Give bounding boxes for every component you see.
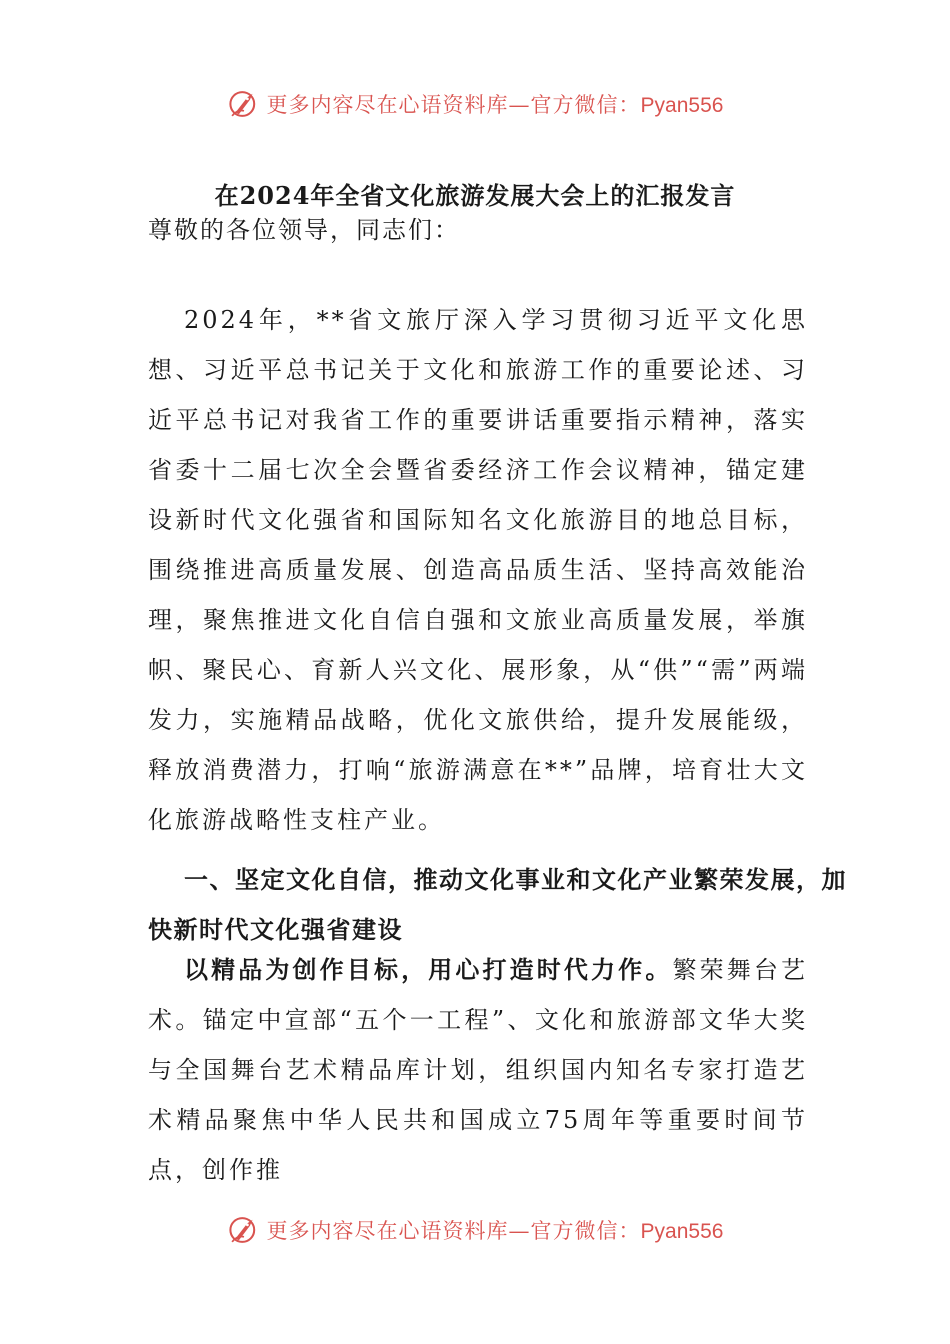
watermark-text: 更多内容尽在心语资料库—官方微信：Pyan556 xyxy=(266,93,724,117)
watermark-text: 更多内容尽在心语资料库—官方微信：Pyan556 xyxy=(266,1219,724,1243)
document-title: 在2024年全省文化旅游发展大会上的汇报发言 xyxy=(214,181,736,210)
watermark-wechat-id: Pyan556 xyxy=(640,1220,724,1243)
watermark-footer xyxy=(0,1210,950,1250)
pen-nib-icon xyxy=(227,87,261,121)
section-paragraph xyxy=(148,945,808,1195)
intro-paragraph: 2024年，**省文旅厅深入学习贯彻习近平文化思想、习近平总书记关于文化和旅游工作的重要论述、习近平总书记对我省工作的重要讲话重要指示精神，落实省委十二届七次全会暨省委经济工作会议精神，锚定建设新时代文化强省和国际知名文化旅游目的地总目标，围绕推进高质量发展、创造高品质生活、坚持高效能治理，聚焦推进文化自信自强和文旅业高质量发展，举旗帜、聚民心、育新人兴文化、展形象，从“供”“需”两端发力，实施精品战略，优化文旅供给，提升发展能级，释放消费潜力，打响“旅游满意在**”品牌，培育壮大文化旅游战略性支柱产业。 xyxy=(148,306,808,834)
watermark-header xyxy=(0,84,950,124)
salutation: 尊敬的各位领导，同志们： xyxy=(148,216,460,244)
pen-nib-icon xyxy=(227,1213,261,1247)
section-heading: 一、坚定文化自信，推动文化事业和文化产业繁荣发展，加快新时代文化强省建设 xyxy=(148,865,847,944)
section-body-text: 繁荣舞台艺术。锚定中宣部“五个一工程”、文化和旅游部文华大奖与全国舞台艺术精品库计划，组织国内知名专家打造艺术精品聚焦中华人民共和国成立75周年等重要时间节点，创作推 xyxy=(148,956,808,1184)
section-lead-sentence: 以精品为创作目标，用心打造时代力作。 xyxy=(184,955,673,984)
watermark-wechat-id: Pyan556 xyxy=(640,94,724,117)
